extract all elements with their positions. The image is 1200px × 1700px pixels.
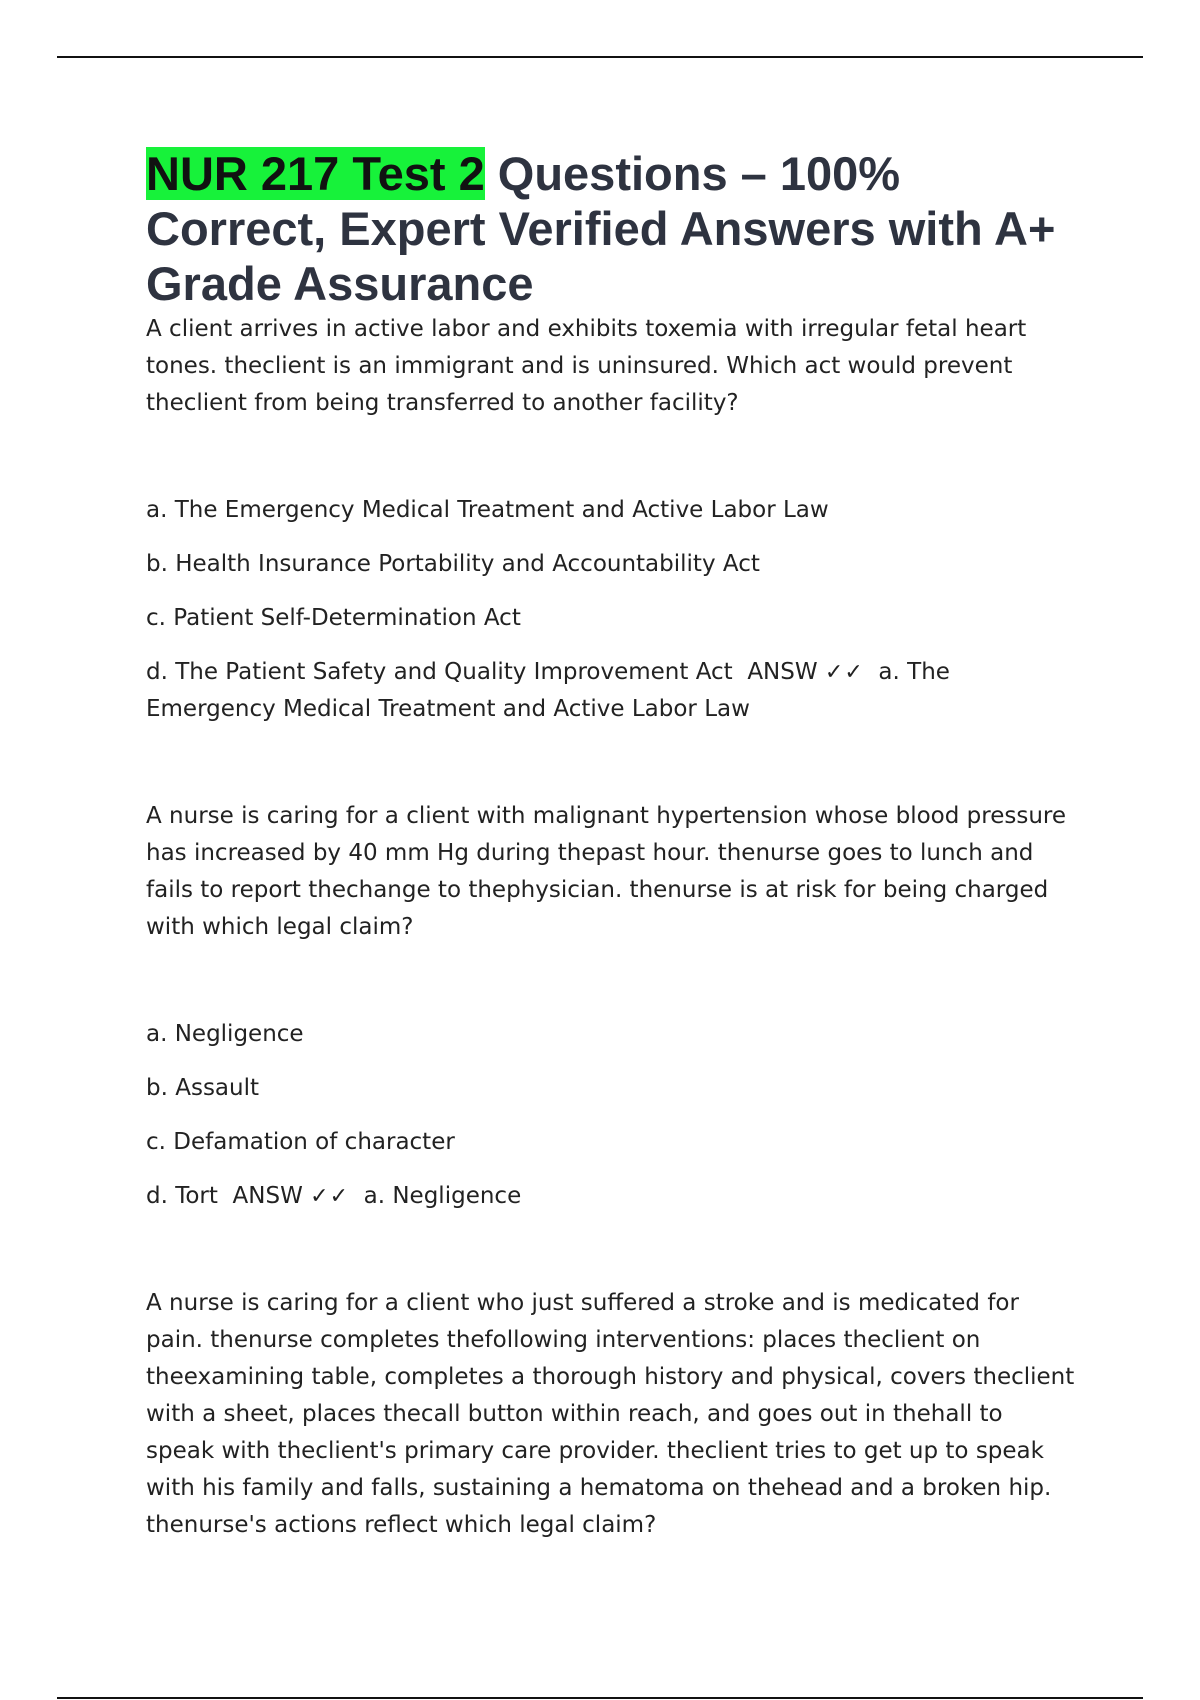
option-b: b. Assault [146,1075,260,1101]
question-stem: A nurse is caring for a client with malignant hypertension whose blood pressure has increased by 40 mm Hg during thepast hour. thenurse goes to lunch and fails to report thechange to thephysician. thenurse is at risk for being charged with which legal claim? [146,803,1067,940]
option-c: c. Defamation of character [146,1129,455,1155]
option-b: b. Health Insurance Portability and Accountability Act [146,551,760,577]
top-rule [57,56,1143,58]
option-d-with-answer [146,1178,1076,1215]
document-body [146,146,1076,1544]
question-stem: A nurse is caring for a client who just suffered a stroke and is medicated for pain. thenurse completes thefollowing interventions: places theclient on theexamining table, completes a thorough history and physical, covers theclient with a sheet, places thecall button within reach, and goes out in thehall to speak with theclient's primary care provider. theclient tries to get up to speak with his family and falls, sustaining a hematoma on thehead and a broken hip. thenurse's actions reflect which legal claim? [146,1290,1075,1538]
check-icon: ✓✓ [310,1184,350,1209]
question-3 [146,1285,1076,1544]
option-a: a. The Emergency Medical Treatment and Active Labor Law [146,497,829,523]
question-2 [146,798,1076,1215]
title-rest: Questions – 100% Correct, Expert Verified Answers with A+ Grade Assurance [146,147,1056,310]
answer-text: a. Negligence [363,1183,522,1209]
question-stem: A client arrives in active labor and exhibits toxemia with irregular fetal heart tones. theclient is an immigrant and is uninsured. Which act would prevent theclient from being transferred to another facility? [146,316,1027,416]
option-c: c. Patient Self-Determination Act [146,605,521,631]
answer-text: a. The Emergency Medical Treatment and Active Labor Law [146,659,950,722]
option-d-with-answer [146,654,1076,728]
option-d: d. The Patient Safety and Quality Improvement Act [146,659,733,685]
option-a: a. Negligence [146,1021,304,1047]
answer-marker: ANSW [232,1183,303,1209]
check-icon: ✓✓ [824,660,864,685]
question-1 [146,311,1076,728]
answer-marker: ANSW [747,659,818,685]
bottom-rule [57,1697,1143,1699]
document-title [146,146,1076,311]
title-highlight: NUR 217 Test 2 [146,147,485,200]
option-d: d. Tort [146,1183,218,1209]
